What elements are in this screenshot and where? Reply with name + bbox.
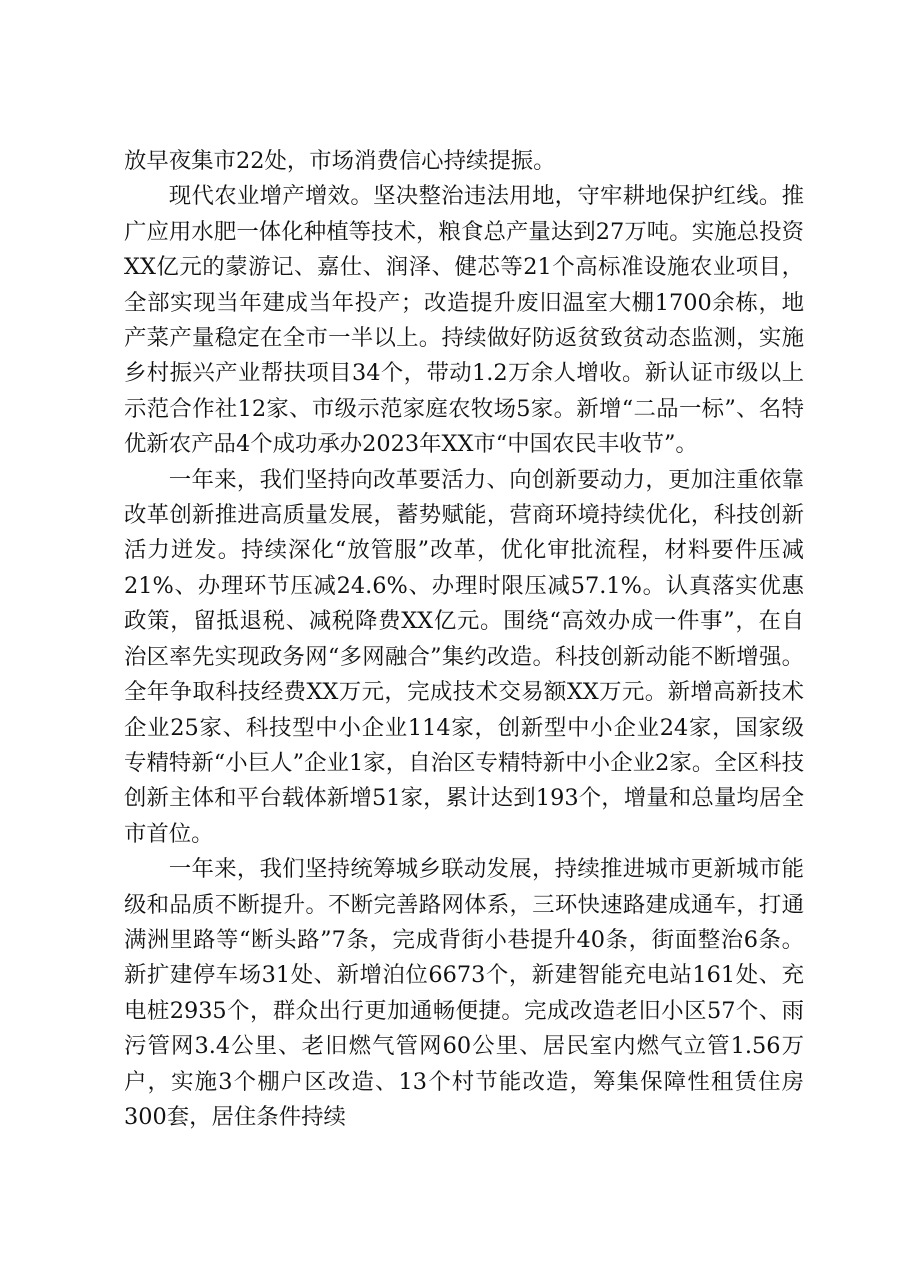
paragraph-agriculture: 现代农业增产增效。坚决整治违法用地，守牢耕地保护红线。推广应用水肥一体化种植等技术，粮食总产量达到27万吨。实施总投资XX亿元的蒙游记、嘉仕、润泽、健芯等21个高标准设施农业项目，全部实现当年建成当年投产；改造提升废旧温室大棚1700余栋，地产菜产量稳定在全市一半以上。持续做好防返贫致贫动态监测，实施乡村振兴产业帮扶项目34个，带动1.2万余人增收。新认证市级以上示范合作社12家、市级示范家庭农牧场5家。新增“二品一标”、名特优新农产品4个成功承办2023年XX市“中国农民丰收节”。 <box>124 183 804 458</box>
document-page <box>124 144 804 1135</box>
paragraph-consumption: 放早夜集市22处，市场消费信心持续提振。 <box>124 148 556 174</box>
paragraph-reform-innovation: 一年来，我们坚持向改革要活力、向创新要动力，更加注重依靠改革创新推进高质量发展，蓄势赋能，营商环境持续优化，科技创新活力迸发。持续深化“放管服”改革，优化审批流程，材料要件压减21%、办理环节压减24.6%、办理时限压减57.1%。认真落实优惠政策，留抵退税、减税降费XX亿元。围绕“高效办成一件事”，在自治区率先实现政务网“多网融合”集约改造。科技创新动能不断增强。全年争取科技经费XX万元，完成技术交易额XX万元。新增高新技术企业25家、科技型中小企业114家，创新型中小企业24家，国家级专精特新“小巨人”企业1家，自治区专精特新中小企业2家。全区科技创新主体和平台载体新增51家，累计达到193个，增量和总量均居全市首位。 <box>124 466 804 847</box>
paragraph-urban-development: 一年来，我们坚持统筹城乡联动发展，持续推进城市更新城市能级和品质不断提升。不断完善路网体系，三环快速路建成通车，打通满洲里路等“断头路”7条，完成背街小巷提升40条，街面整治6条。新扩建停车场31处、新增泊位6673个，新建智能充电站161处、充电桩2935个，群众出行更加通畅便捷。完成改造老旧小区57个、雨污管网3.4公里、老旧燃气管网60公里、居民室内燃气立管1.56万户，实施3个棚户区改造、13个村节能改造，筹集保障性租赁住房300套，居住条件持续 <box>124 856 804 1130</box>
